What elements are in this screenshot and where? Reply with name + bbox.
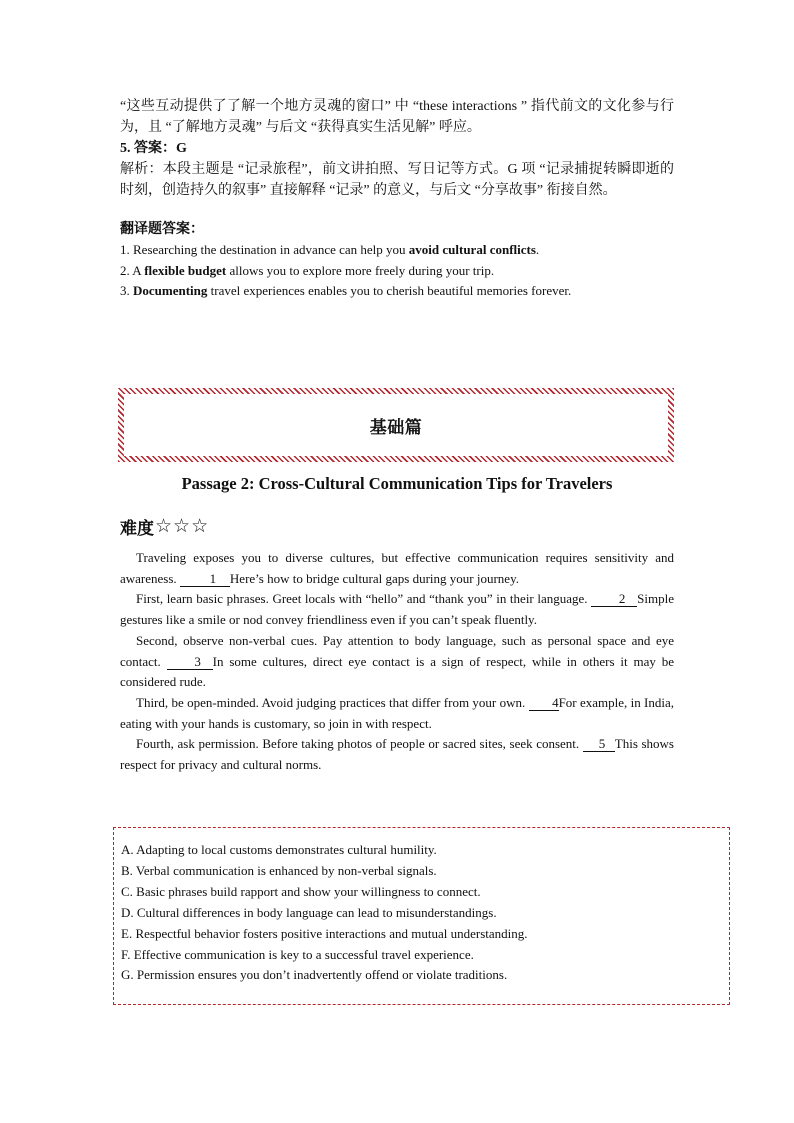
- q4-explanation-tail: “这些互动提供了了解一个地方灵魂的窗口” 中 “these interactions ” 指代前文的文化参与行为，且 “了解地方灵魂” 与后文 “获得真实生活见解” 呼应。: [120, 99, 674, 135]
- translation-item-1: 1. Researching the destination in advance can help you avoid cultural conflicts.: [120, 242, 540, 257]
- difficulty-rating: [120, 514, 209, 539]
- q5-explanation: 解析：本段主题是 “记录旅程”，前文讲拍照、写日记等方式。G 项 “记录捕捉转瞬即逝的时刻，创造持久的叙事” 直接解释 “记录” 的意义，与后文 “分享故事” 衔接自然。: [120, 162, 674, 198]
- passage-paragraph: Fourth, ask permission. Before taking photos of people or sacred sites, seek consent. 5 This shows respect for privacy and cultural norms.: [120, 736, 674, 773]
- passage-title: Passage 2: Cross-Cultural Communication Tips for Travelers: [181, 474, 613, 493]
- passage-paragraph: Traveling exposes you to diverse cultures, but effective communication requires sensitivity and awareness. 1 Here’s how to bridge cultural gaps during your journey.: [120, 550, 674, 586]
- option-g: G. Permission ensures you don’t inadvertently offend or violate traditions.: [121, 967, 508, 983]
- section-banner: [118, 388, 674, 462]
- translation-item-2: 2. A flexible budget allows you to explore more freely during your trip.: [120, 262, 495, 278]
- star-rating-icon: ☆☆☆: [155, 516, 210, 537]
- section-banner-title: 基础篇: [124, 394, 668, 456]
- option-a: A. Adapting to local customs demonstrates cultural humility.: [121, 842, 437, 857]
- answer-key-section: [120, 96, 674, 302]
- option-f: F. Effective communication is key to a successful travel experience.: [121, 946, 474, 962]
- option-b: B. Verbal communication is enhanced by non-verbal signals.: [121, 862, 437, 878]
- blank-4: 4: [529, 696, 559, 711]
- passage-paragraph: Third, be open-minded. Avoid judging practices that differ from your own. 4For example, in India, eating with your hands is customary, so join in with respect.: [120, 694, 675, 731]
- translation-item-3: 3. Documenting travel experiences enables you to cherish beautiful memories forever.: [120, 283, 572, 299]
- blank-1: 1: [180, 572, 230, 587]
- passage-paragraph: Second, observe non-verbal cues. Pay attention to body language, such as personal space and eye contact. 3 In some cultures, direct eye contact is a sign of respect, while in others it may be considered rude.: [120, 632, 674, 690]
- option-d: D. Cultural differences in body language can lead to misunderstandings.: [121, 904, 497, 920]
- passage-body: [120, 548, 674, 776]
- difficulty-label: 难度: [120, 519, 154, 538]
- blank-2: 2: [591, 592, 637, 607]
- blank-3: 3: [167, 655, 213, 670]
- option-c: C. Basic phrases build rapport and show your willingness to connect.: [121, 883, 481, 899]
- option-e: E. Respectful behavior fosters positive interactions and mutual understanding.: [121, 925, 528, 941]
- options-box: [113, 827, 730, 1005]
- blank-5: 5: [583, 737, 615, 752]
- passage-paragraph: First, learn basic phrases. Greet locals with “hello” and “thank you” in their language. 2 Simple gestures like a smile or nod convey friendliness even if you can’t speak fluently.: [120, 591, 674, 628]
- q5-answer-heading: 5. 答案：G: [120, 141, 187, 156]
- translation-heading: 翻译题答案：: [120, 222, 204, 237]
